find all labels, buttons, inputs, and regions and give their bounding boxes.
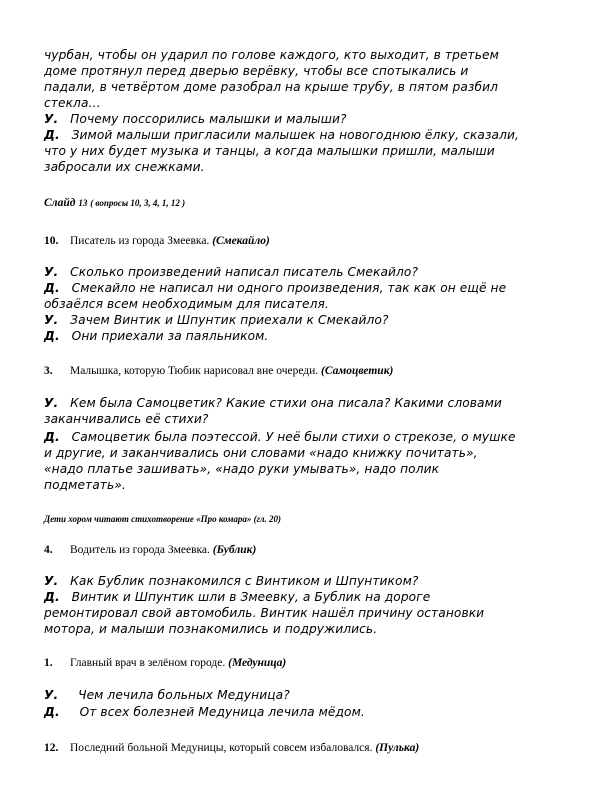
question-number: 12. [44, 742, 59, 754]
text-line: заканчивались её стихи? [44, 412, 209, 426]
question-text: Кем была Самоцветик? Какие стихи она писала? Какими словами [70, 396, 502, 410]
answer-text: Самоцветик была поэтессой. У неё были стихи о стрекозе, о мушке [71, 430, 516, 444]
children-label: Д. [44, 430, 60, 444]
children-answer [44, 590, 430, 606]
question-number: 4. [44, 544, 53, 556]
question-text: Писатель из города Змеевка. [70, 235, 210, 247]
question-text: Малышка, которую Тюбик нарисовал вне очереди. [70, 365, 319, 377]
teacher-question [44, 574, 418, 590]
teacher-label: У. [44, 112, 59, 126]
children-answer [44, 329, 268, 345]
question-text: Чем лечила больных Медуница? [78, 688, 290, 702]
children-answer [44, 128, 519, 144]
slide-label: Слайд [44, 197, 76, 209]
text-line: доме протянул перед дверью верёвку, чтобы все спотыкались и [44, 64, 469, 78]
children-label: Д. [44, 329, 60, 343]
teacher-label: У. [44, 688, 59, 702]
text-line: чурбан, чтобы он ударил по голове каждого, кто выходит, в третьем [44, 48, 499, 62]
teacher-label: У. [44, 396, 59, 410]
text-line: обзаёлся всем необходимым для писателя. [44, 297, 329, 311]
text-line: падали, в четвёртом доме разобрал на крыше трубу, в пятом разбил [44, 80, 499, 94]
text-line: подметать». [44, 478, 126, 492]
teacher-question [44, 313, 389, 329]
question-answer: (Смекайло) [212, 235, 270, 247]
question-number: 10. [44, 235, 59, 247]
question-text: Как Бублик познакомился с Винтиком и Шпунтиком? [70, 574, 419, 588]
question-answer: (Пулька) [375, 742, 420, 754]
text-line: и другие, и заканчивались они словами «надо книжку почитать», [44, 446, 478, 460]
text-line: «надо платье зашивать», «надо руки умывать», надо полик [44, 462, 440, 476]
teacher-label: У. [44, 313, 59, 327]
slide-number: 13 [78, 198, 88, 208]
children-answer [44, 281, 506, 297]
children-answer [44, 430, 516, 446]
teacher-question [44, 112, 347, 128]
question-text: Водитель из города Змеевка. [70, 544, 210, 556]
answer-text: Смекайло не написал ни одного произведения, так как он ещё не [71, 281, 507, 295]
text-line: мотора, и малыши познакомились и подружились. [44, 622, 378, 636]
text-line: ремонтировал свой автомобиль. Винтик нашёл причину остановки [44, 606, 485, 620]
answer-text: От всех болезней Медуница лечила мёдом. [79, 705, 365, 719]
children-label: Д. [44, 128, 60, 142]
answer-text: Зимой малыши пригласили малышек на новогоднюю ёлку, сказали, [71, 128, 519, 142]
teacher-label: У. [44, 574, 59, 588]
slide-questions: ( вопросы 10, 3, 4, 1, 12 ) [90, 198, 186, 208]
question-text: Зачем Винтик и Шпунтик приехали к Смекайло? [70, 313, 389, 327]
question-answer: (Медуница) [228, 657, 287, 669]
teacher-question [44, 396, 502, 412]
text-line: стекла… [44, 96, 101, 110]
question-text: Почему поссорились малышки и малыши? [70, 112, 347, 126]
children-label: Д. [44, 705, 60, 719]
answer-text: Винтик и Шпунтик шли в Змеевку, а Бублик на дороге [71, 590, 431, 604]
question-text: Сколько произведений написал писатель Смекайло? [70, 265, 419, 279]
children-answer [44, 705, 365, 721]
teacher-label: У. [44, 265, 59, 279]
question-answer: (Самоцветик) [321, 365, 394, 377]
teacher-question [44, 265, 418, 281]
text-line: забросали их снежками. [44, 160, 205, 174]
children-label: Д. [44, 281, 60, 295]
text-line: что у них будет музыка и танцы, а когда малышки пришли, малыши [44, 144, 495, 158]
answer-text: Они приехали за паяльником. [71, 329, 269, 343]
question-number: 3. [44, 365, 53, 377]
question-text: Главный врач в зелёном городе. [70, 657, 226, 669]
question-text: Последний больной Медуницы, который совсем избаловался. [70, 742, 373, 754]
question-number: 1. [44, 657, 53, 669]
question-answer: (Бублик) [212, 544, 257, 556]
teacher-question [44, 688, 290, 704]
children-label: Д. [44, 590, 60, 604]
chorus-text: Дети хором читают стихотворение «Про комара» (гл. 20) [44, 514, 281, 524]
